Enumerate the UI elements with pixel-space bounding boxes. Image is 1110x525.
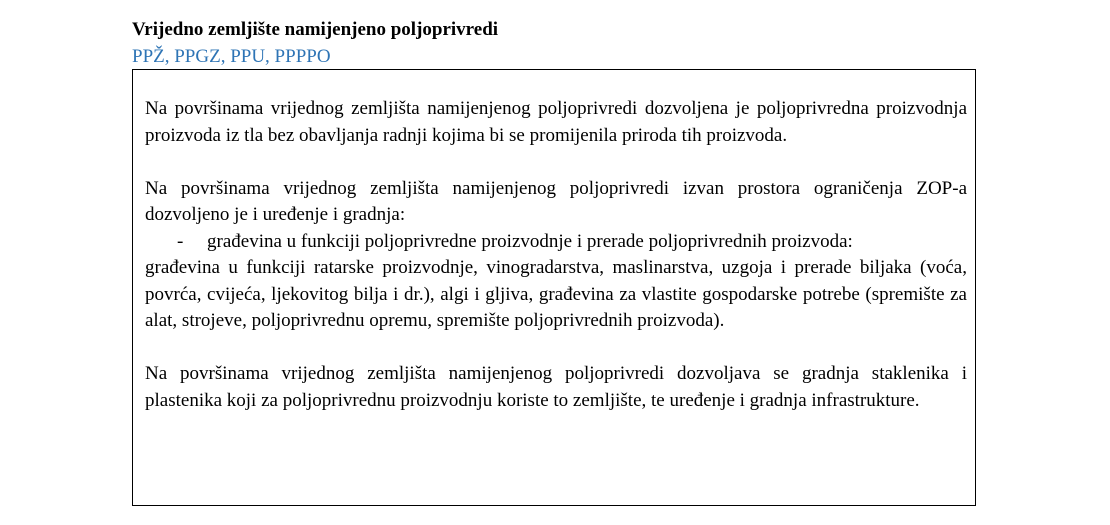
paragraph-permitted-production: Na površinama vrijednog zemljišta namijenjenog poljoprivredi dozvoljena je poljoprivredna proizvodnja proizvoda iz tla bez obavljanja radnji kojima bi se promijenila priroda tih proizvoda. [145, 98, 967, 146]
list-item-continuation: građevina u funkciji ratarske proizvodnje, vinogradarstva, maslinarstva, uzgoja i prerade biljaka (voća, povrća, cvijeća, ljekovitog bilja i dr.), algi i gljiva, građevina za vlastite gospodarske potrebe (spremište za alat, strojeve, poljoprivrednu opremu, spremište poljoprivrednih proizvoda). [145, 257, 967, 331]
paragraph-spacer [145, 335, 967, 362]
plan-references: PPŽ, PPGZ, PPU, PPPPO [132, 46, 331, 67]
bullet-dash: - [177, 230, 184, 252]
section-title: Vrijedno zemljište namijenjeno poljoprivredi [132, 19, 499, 40]
list-item [145, 229, 967, 256]
list-item-text: građevina u funkciji poljoprivredne proizvodnje i prerade poljoprivrednih proizvoda: [207, 230, 853, 252]
paragraph-greenhouses: Na površinama vrijednog zemljišta namijenjenog poljoprivredi dozvoljava se gradnja staklenika i plastenika koji za poljoprivrednu proizvodnju koriste to zemljište, te uređenje i gradnja infrastrukture. [145, 363, 967, 411]
content-box [132, 69, 976, 506]
paragraph-spacer [145, 149, 967, 176]
paragraph-construction-outside-zop: Na površinama vrijednog zemljišta namijenjenog poljoprivredi izvan prostora ograničenja ZOP-a dozvoljeno je i uređenje i gradnja: [145, 177, 967, 225]
